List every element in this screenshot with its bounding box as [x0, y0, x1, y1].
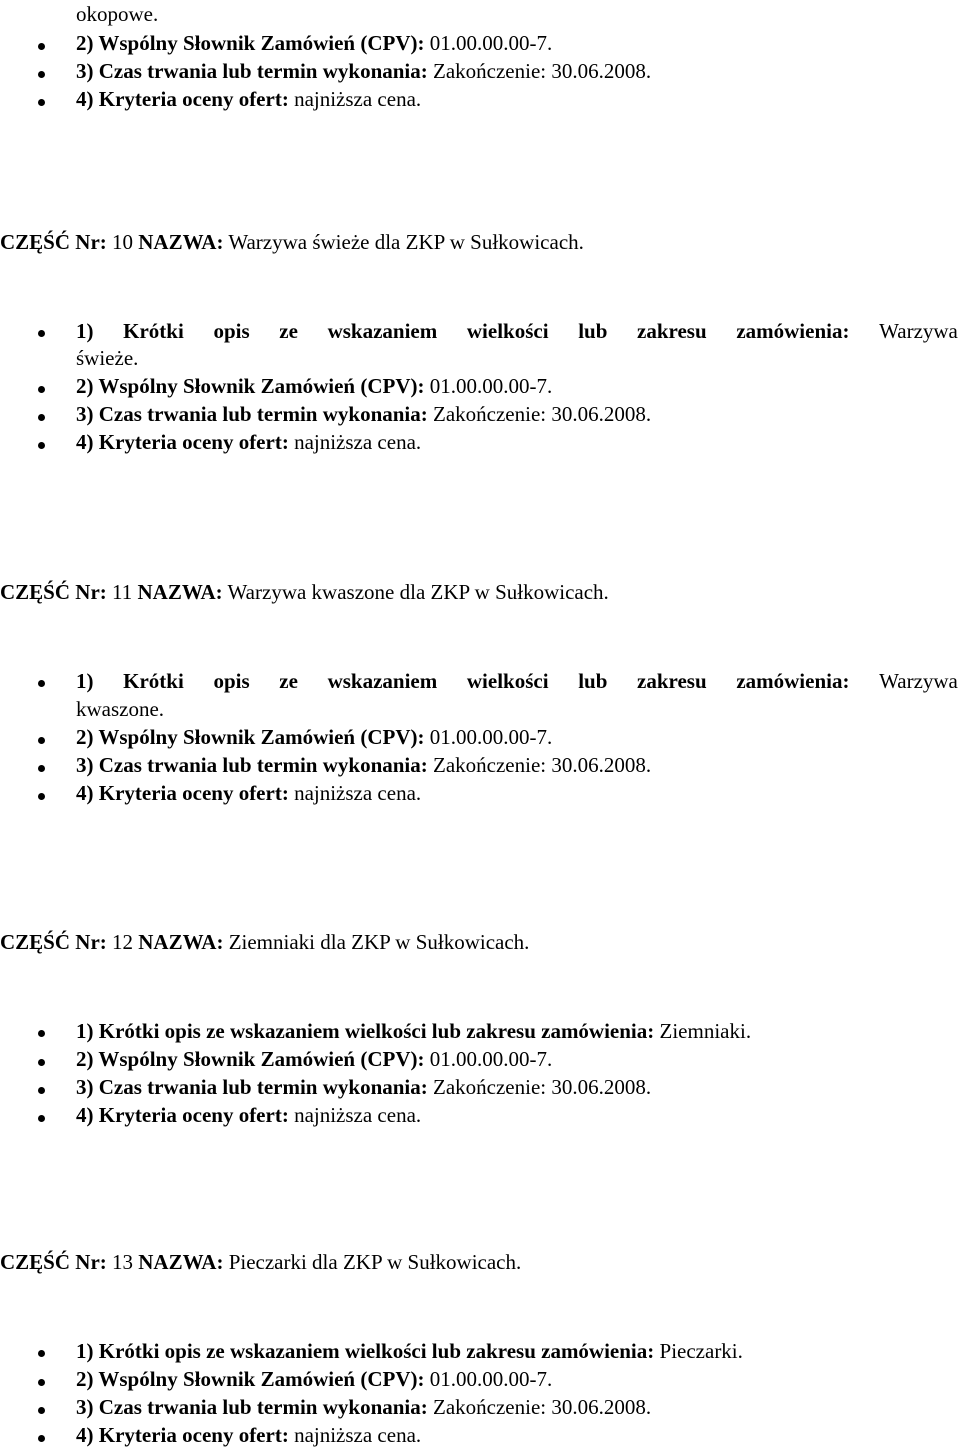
item-label: 2) Wspólny Słownik Zamówień (CPV): — [76, 1367, 425, 1391]
item-label: 3) Czas trwania lub termin wykonania: — [76, 59, 428, 83]
bullet-icon — [38, 680, 45, 687]
part-heading — [0, 579, 609, 605]
bullet-icon — [38, 71, 45, 78]
item-value: Pieczarki. — [659, 1339, 743, 1363]
item-label-word: opis — [213, 319, 250, 343]
list-item — [76, 318, 958, 344]
list-item — [76, 401, 651, 427]
item-label: 4) Kryteria oceny ofert: — [76, 87, 289, 111]
item-label-word: opis — [213, 669, 250, 693]
item-value: 01.00.00.00-7. — [429, 1047, 553, 1071]
item-value: Zakończenie: 30.06.2008. — [433, 1075, 652, 1099]
bullet-icon — [38, 765, 45, 772]
part-heading — [0, 1249, 521, 1275]
list-item — [76, 752, 651, 778]
bullet-icon — [38, 386, 45, 393]
item-label-word: wskazaniem — [327, 669, 438, 693]
list-item — [76, 429, 421, 455]
item-label: 4) Kryteria oceny ofert: — [76, 1103, 289, 1127]
list-item — [76, 668, 958, 694]
item-label-word: wielkości — [466, 319, 549, 343]
item-label-word: ze — [279, 669, 298, 693]
part-heading — [0, 229, 584, 255]
part-nr: 10 — [112, 230, 134, 254]
item-label-word: zamówienia: — [736, 669, 850, 693]
list-item — [76, 373, 552, 399]
item-value: Zakończenie: 30.06.2008. — [433, 753, 652, 777]
part-name-label: NAZWA: — [138, 930, 224, 954]
list-item — [76, 1102, 421, 1128]
list-item — [76, 1366, 552, 1392]
item-label: 2) Wspólny Słownik Zamówień (CPV): — [76, 1047, 425, 1071]
bullet-icon — [38, 793, 45, 800]
item-value-continuation: kwaszone. — [76, 697, 165, 721]
list-item — [76, 1422, 421, 1448]
list-item — [76, 58, 651, 84]
item-label-word: zakresu — [637, 319, 707, 343]
item-value-continuation: świeże. — [76, 346, 139, 370]
list-item — [76, 1338, 743, 1364]
part-name-label: NAZWA: — [138, 1250, 224, 1274]
item-value: 01.00.00.00-7. — [429, 374, 553, 398]
item-value: Zakończenie: 30.06.2008. — [433, 59, 652, 83]
item-label-word: 1) — [76, 319, 94, 343]
item-label-word: wielkości — [466, 669, 549, 693]
item-label: 4) Kryteria oceny ofert: — [76, 1423, 289, 1447]
item-label: 4) Kryteria oceny ofert: — [76, 781, 289, 805]
item-label: 2) Wspólny Słownik Zamówień (CPV): — [76, 374, 425, 398]
bullet-icon — [38, 1435, 45, 1442]
item-value: 01.00.00.00-7. — [429, 725, 553, 749]
part-name-label: NAZWA: — [138, 230, 224, 254]
item-label-word: 1) — [76, 669, 94, 693]
item-value: najniższa cena. — [294, 1423, 422, 1447]
list-item — [76, 724, 552, 750]
list-item — [76, 30, 552, 56]
part-name: Pieczarki dla ZKP w Sułkowicach. — [228, 1250, 522, 1274]
list-item — [76, 1074, 651, 1100]
part-nr: 13 — [112, 1250, 134, 1274]
part-nr-label: CZĘŚĆ Nr: — [0, 1250, 107, 1274]
item-value: Zakończenie: 30.06.2008. — [433, 402, 652, 426]
item-value-word: Warzywa — [879, 319, 958, 343]
bullet-icon — [38, 737, 45, 744]
item-value: 01.00.00.00-7. — [429, 1367, 553, 1391]
item-label: 3) Czas trwania lub termin wykonania: — [76, 1075, 428, 1099]
list-item — [76, 1018, 751, 1044]
part-nr-label: CZĘŚĆ Nr: — [0, 230, 107, 254]
item-label-word: Krótki — [123, 669, 184, 693]
item-label-word: ze — [279, 319, 298, 343]
item-label: 2) Wspólny Słownik Zamówień (CPV): — [76, 31, 425, 55]
item-label-word: lub — [578, 669, 608, 693]
item-label-word: zamówienia: — [736, 319, 850, 343]
item-label: 2) Wspólny Słownik Zamówień (CPV): — [76, 725, 425, 749]
item-label-word: lub — [578, 319, 608, 343]
item-label: 4) Kryteria oceny ofert: — [76, 430, 289, 454]
part-nr: 12 — [112, 930, 134, 954]
part-name: Warzywa świeże dla ZKP w Sułkowicach. — [228, 230, 584, 254]
list-item — [76, 1046, 552, 1072]
item-value-word: Warzywa — [879, 669, 958, 693]
item-label: 3) Czas trwania lub termin wykonania: — [76, 402, 428, 426]
bullet-icon — [38, 414, 45, 421]
bullet-icon — [38, 43, 45, 50]
item-label: 1) Krótki opis ze wskazaniem wielkości lub zakresu zamówienia: — [76, 1339, 655, 1363]
item-label: 1) Krótki opis ze wskazaniem wielkości lub zakresu zamówienia: — [76, 1019, 655, 1043]
item-label: 3) Czas trwania lub termin wykonania: — [76, 753, 428, 777]
bullet-icon — [38, 1407, 45, 1414]
item-label-word: wskazaniem — [327, 319, 438, 343]
item-value: najniższa cena. — [294, 781, 422, 805]
bullet-icon — [38, 1087, 45, 1094]
list-item — [76, 1394, 651, 1420]
part-name: Warzywa kwaszone dla ZKP w Sułkowicach. — [227, 580, 609, 604]
item-value: 01.00.00.00-7. — [429, 31, 553, 55]
bullet-icon — [38, 330, 45, 337]
part-nr-label: CZĘŚĆ Nr: — [0, 580, 107, 604]
item-label: 3) Czas trwania lub termin wykonania: — [76, 1395, 428, 1419]
part-heading — [0, 929, 529, 955]
bullet-icon — [38, 1115, 45, 1122]
bullet-icon — [38, 1030, 45, 1037]
part-name-label: NAZWA: — [137, 580, 223, 604]
item-label-word: Krótki — [123, 319, 184, 343]
bullet-icon — [38, 99, 45, 106]
item-value: Ziemniaki. — [659, 1019, 752, 1043]
item-value: najniższa cena. — [294, 430, 422, 454]
item-label-word: zakresu — [637, 669, 707, 693]
item-value: Zakończenie: 30.06.2008. — [433, 1395, 652, 1419]
part-name: Ziemniaki dla ZKP w Sułkowicach. — [228, 930, 530, 954]
bullet-icon — [38, 442, 45, 449]
bullet-icon — [38, 1350, 45, 1357]
part-nr-label: CZĘŚĆ Nr: — [0, 930, 107, 954]
part-nr: 11 — [112, 580, 133, 604]
item-value: najniższa cena. — [294, 1103, 422, 1127]
bullet-icon — [38, 1379, 45, 1386]
continuation-text: okopowe. — [76, 2, 159, 26]
bullet-icon — [38, 1059, 45, 1066]
item-value: najniższa cena. — [294, 87, 422, 111]
list-item — [76, 86, 421, 112]
list-item — [76, 780, 421, 806]
